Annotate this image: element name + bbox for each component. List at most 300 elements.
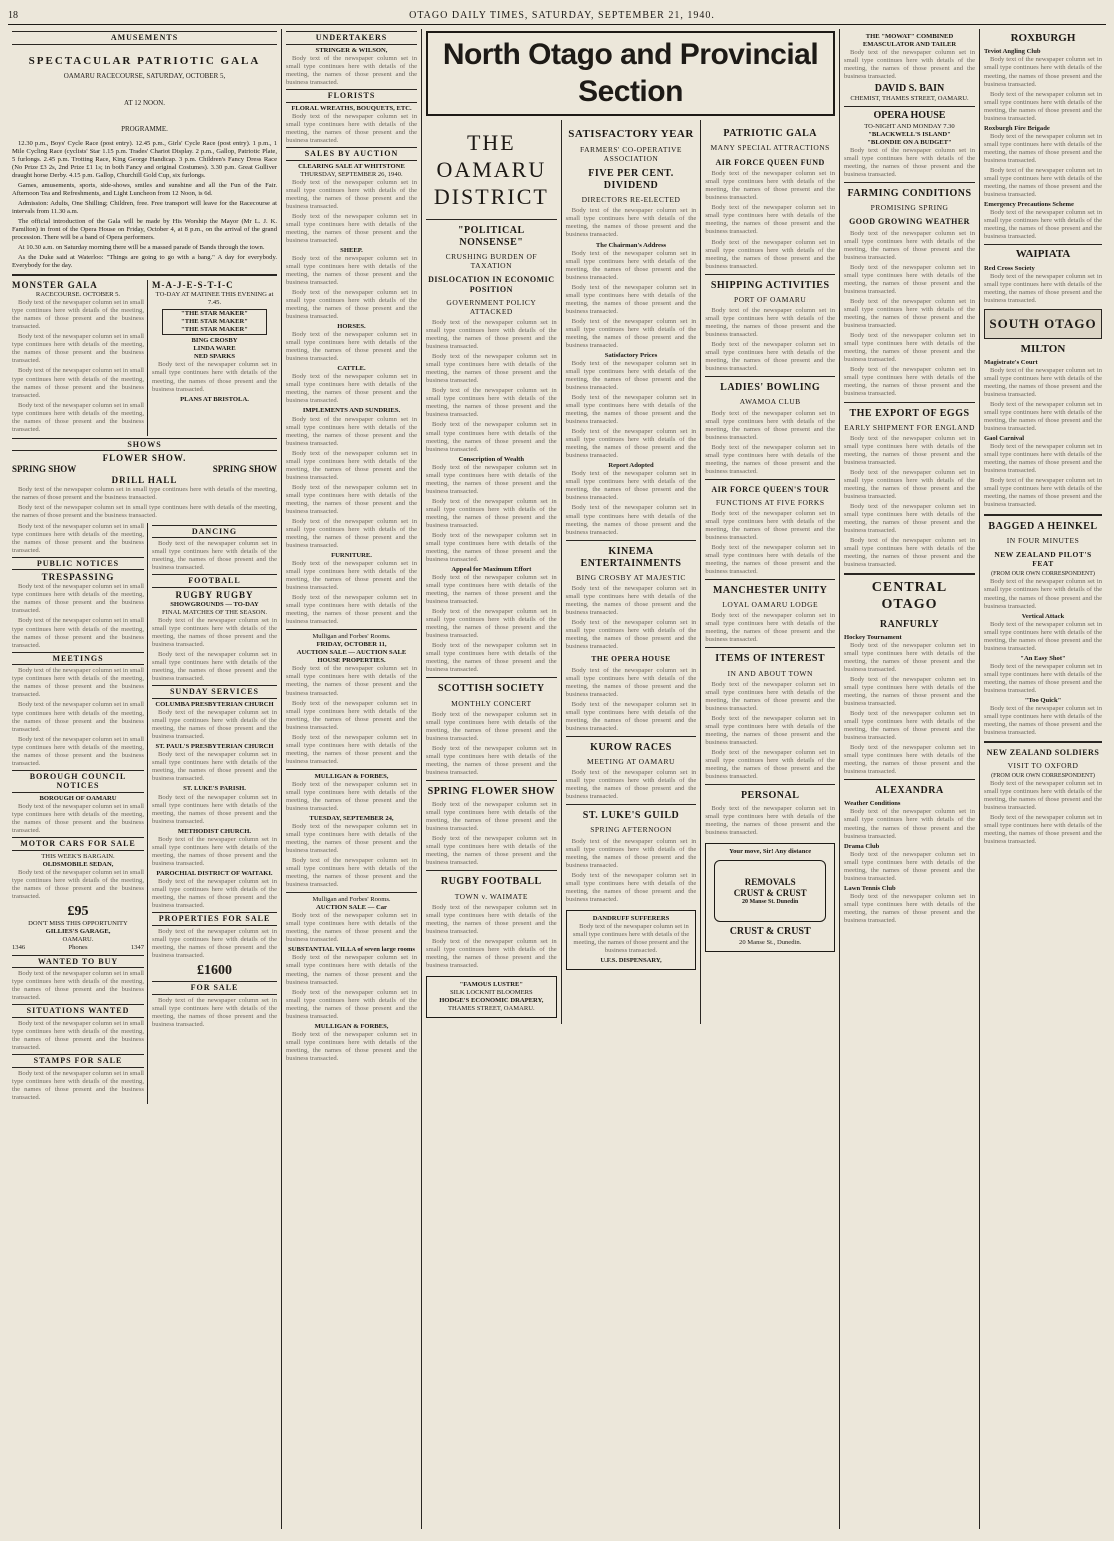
- auction-friday: FRIDAY, OCTOBER 11,: [316, 641, 387, 649]
- mulligan-forbes: MULLIGAN & FORBES,: [314, 772, 389, 780]
- farming-conditions: FARMING CONDITIONS: [847, 187, 972, 199]
- programme-text: Games, amusements, sports, side-shows, smiles and sunshine and all the Fun of the Fair. Afternoon Tea and Refreshments, and Light Luncheon from 12 Noon, is 6d.: [12, 181, 277, 197]
- st-lukes-guild: ST. LUKE'S GUILD: [582, 810, 680, 822]
- body-text: Body text of the newspaper column set in small type continues here with details of the meeting, the names of those present and the business transacted.: [286, 415, 417, 447]
- body-text: Body text of the newspaper column set in small type continues here with details of the meeting, the names of those present and the business transacted.: [984, 477, 1102, 509]
- body-text: Body text of the newspaper column set in small type continues here with details of the meeting, the names of those present and the business transacted.: [705, 612, 836, 644]
- body-text: Body text of the newspaper column set in small type continues here with details of the meeting, the names of those present and the business transacted.: [844, 49, 975, 81]
- david-bain: DAVID S. BAIN: [874, 83, 945, 95]
- opera-house: OPERA HOUSE: [873, 110, 946, 122]
- body-text: Body text of the newspaper column set in small type continues here with details of the meeting, the names of those present and the business transacted.: [705, 714, 836, 746]
- dandruff-ad: [566, 910, 697, 970]
- body-text: Body text of the newspaper column set in small type continues here with details of the meeting, the names of those present and the business transacted.: [152, 651, 277, 683]
- body-text: Body text of the newspaper column set in small type continues here with details of the meeting, the names of those present and the business transacted.: [844, 332, 975, 364]
- north-otago-section: [422, 29, 840, 1529]
- cast-linda: LINDA WARE: [193, 345, 236, 353]
- items-of-interest: ITEMS OF INTEREST: [715, 653, 826, 665]
- body-text: Body text of the newspaper column set in small type continues here with details of the meeting, the names of those present and the business transacted.: [152, 361, 277, 393]
- spring-flower-show: SPRING FLOWER SHOW: [427, 786, 556, 797]
- body-text: Body text of the newspaper column set in small type continues here with details of the meeting, the names of those present and the business transacted.: [12, 401, 144, 433]
- thames-street: THAMES STREET, OAMARU.: [447, 1005, 535, 1013]
- body-text: Body text of the newspaper column set in small type continues here with details of the meeting, the names of those present and the business transacted.: [286, 954, 417, 986]
- body-text: Body text of the newspaper column set in small type continues here with details of the meeting, the names of those present and the business transacted.: [984, 814, 1102, 846]
- body-text: Body text of the newspaper column set in small type continues here with details of the meeting, the names of those present and the business transacted.: [844, 850, 975, 882]
- body-text: Body text of the newspaper column set in small type continues here with details of the meeting, the names of those present and the business transacted.: [705, 170, 836, 202]
- opera-house-head: THE OPERA HOUSE: [591, 654, 671, 664]
- body-text: Body text of the newspaper column set in small type continues here with details of the meeting, the names of those present and the business transacted.: [12, 333, 144, 365]
- body-text: Body text of the newspaper column set in small type continues here with details of the meeting, the names of those present and the business transacted.: [844, 641, 975, 673]
- own-correspondent: (FROM OUR OWN CORRESPONDENT): [991, 571, 1095, 578]
- monster-gala: MONSTER GALA: [12, 280, 98, 291]
- stringer-wilson: STRINGER & WILSON,: [315, 46, 388, 54]
- auction-house: AUCTION SALE — AUCTION SALE HOUSE PROPERTIES.: [296, 649, 407, 665]
- body-text: Body text of the newspaper column set in small type continues here with details of the meeting, the names of those present and the business transacted.: [565, 249, 697, 281]
- subhead: Conscription of Wealth: [458, 455, 525, 463]
- body-text: Body text of the newspaper column set in small type continues here with details of the meeting, the names of those present and the business transacted.: [426, 744, 557, 776]
- page-number: 18: [8, 9, 18, 21]
- section-banner: North Otago and Provincial Section: [426, 31, 835, 116]
- auction-tuesday: TUESDAY, SEPTEMBER 24,: [309, 814, 394, 822]
- body-text: Body text of the newspaper column set in small type continues here with details of the meeting, the names of those present and the business transacted.: [12, 504, 277, 520]
- body-text: Body text of the newspaper column set in small type continues here with details of the meeting, the names of those present and the business transacted.: [426, 801, 557, 833]
- five-per-cent: FIVE PER CENT. DIVIDEND: [588, 167, 674, 192]
- body-text: Body text of the newspaper column set in small type continues here with details of the meeting, the names of those present and the business transacted.: [565, 666, 697, 698]
- trespassing: TRESPASSING: [41, 572, 115, 583]
- gala-subtitle: OAMARU RACECOURSE, SATURDAY, OCTOBER 5,: [63, 72, 226, 81]
- body-text: Body text of the newspaper column set in small type continues here with details of the meeting, the names of those present and the business transacted.: [12, 583, 144, 615]
- dandruff: DANDRUFF SUFFERERS: [592, 914, 670, 922]
- body-text: Body text of the newspaper column set in small type continues here with details of the meeting, the names of those present and the business transacted.: [705, 306, 836, 339]
- phones-label: Phones: [68, 944, 88, 952]
- body-text: Body text of the newspaper column set in small type continues here with details of the meeting, the names of those present and the business transacted.: [152, 877, 277, 909]
- body-text: Body text of the newspaper column set in small type continues here with details of the meeting, the names of those present and the business transacted.: [844, 709, 975, 742]
- subhead: Lawn Tennis Club: [844, 884, 896, 892]
- body-text: Body text of the newspaper column set in small type continues here with details of the meeting, the names of those present and the business transacted.: [12, 667, 144, 699]
- headline: CRUSHING BURDEN OF TAXATION: [445, 252, 538, 271]
- in-and-about: IN AND ABOUT TOWN: [727, 668, 813, 678]
- tonight: TO-NIGHT AND MONDAY 7.30: [864, 122, 955, 130]
- body-text: Body text of the newspaper column set in small type continues here with details of the meeting, the names of those present and the business transacted.: [426, 835, 557, 867]
- body-text: Body text of the newspaper column set in small type continues here with details of the meeting, the names of those present and the business transacted.: [426, 642, 557, 674]
- body-text: Body text of the newspaper column set in small type continues here with details of the meeting, the names of those present and the business transacted.: [844, 298, 975, 330]
- body-text: Body text of the newspaper column set in small type continues here with details of the meeting, the names of those present and the business transacted.: [565, 428, 697, 460]
- star-maker: "THE STAR MAKER": [181, 326, 248, 334]
- subhead: Gaol Carnival: [984, 435, 1025, 443]
- spring-show: SPRING SHOW: [212, 464, 277, 475]
- subhead: Appeal for Maximum Effort: [451, 566, 532, 574]
- body-text: Body text of the newspaper column set in small type continues here with details of the meeting, the names of those present and the business transacted.: [705, 680, 836, 712]
- meetings-heading: MEETINGS: [12, 652, 144, 666]
- functions-five-forks: FUNCTIONS AT FIVE FORKS: [715, 497, 825, 507]
- body-text: Body text of the newspaper column set in small type continues here with details of the meeting, the names of those present and the business transacted.: [12, 486, 277, 502]
- body-text: Body text of the newspaper column set in small type continues here with details of the meeting, the names of those present and the business transacted.: [12, 869, 144, 901]
- subhead: "Too Quick": [1024, 696, 1062, 704]
- body-text: Body text of the newspaper column set in small type continues here with details of the meeting, the names of those present and the business transacted.: [705, 509, 836, 541]
- monthly-concert: MONTHLY CONCERT: [451, 698, 532, 708]
- nz-pilot: NEW ZEALAND PILOT'S FEAT: [994, 549, 1092, 568]
- folio: [8, 6, 1106, 25]
- cast-bing: BING CROSBY: [191, 337, 238, 345]
- body-text: Body text of the newspaper column set in small type continues here with details of the meeting, the names of those present and the business transacted.: [286, 517, 417, 549]
- star-maker: "THE STAR MAKER": [181, 310, 248, 318]
- gala-time: AT 12 NOON.: [124, 98, 165, 107]
- satisfactory-year: SATISFACTORY YEAR: [568, 128, 694, 141]
- personal: PERSONAL: [740, 790, 800, 802]
- body-text: Body text of the newspaper column set in small type continues here with details of the meeting, the names of those present and the business transacted.: [286, 594, 417, 626]
- body-text: Body text of the newspaper column set in small type continues here with details of the meeting, the names of those present and the business transacted.: [565, 837, 697, 869]
- crust-address: 20 Manse St., Dunedin.: [739, 938, 802, 946]
- subhead: Drama Club: [844, 842, 880, 850]
- body-text: Body text of the newspaper column set in small type continues here with details of the meeting, the names of those present and the business transacted.: [705, 543, 836, 575]
- body-text: Body text of the newspaper column set in small type continues here with details of the meeting, the names of those present and the business transacted.: [12, 522, 144, 554]
- showgrounds: SHOWGROUNDS — TO-DAY: [170, 601, 259, 609]
- properties-heading: PROPERTIES FOR SALE: [152, 912, 277, 926]
- phone: 1347: [130, 944, 144, 952]
- body-text: Body text of the newspaper column set in small type continues here with details of the meeting, the names of those present and the business transacted.: [844, 675, 975, 707]
- milton: MILTON: [1020, 342, 1066, 355]
- mulligan-rooms: Mulligan and Forbes' Rooms.: [312, 896, 391, 904]
- programme-text: As the Duke said at Waterloo: "Things are going to go with a bang." A day for everybody. Everybody for the day.: [12, 254, 277, 270]
- blackwell: "BLACKWELL'S ISLAND": [868, 130, 951, 138]
- body-text: Body text of the newspaper column set in small type continues here with details of the meeting, the names of those present and the business transacted.: [286, 857, 417, 889]
- programme-text: At 10.30 a.m. on Saturday morning there will be a massed parade of Bands through the town.: [18, 244, 265, 252]
- body-text: Body text of the newspaper column set in small type continues here with details of the meeting, the names of those present and the business transacted.: [426, 574, 557, 606]
- subhead: Emergency Precautions Scheme: [984, 200, 1074, 208]
- own-correspondent: (FROM OUR OWN CORRESPONDENT): [991, 772, 1095, 779]
- body-text: Body text of the newspaper column set in small type continues here with details of the meeting, the names of those present and the business transacted.: [286, 449, 417, 481]
- body-text: Body text of the newspaper column set in small type continues here with details of the meeting, the names of those present and the business transacted.: [984, 56, 1102, 88]
- alexandra: ALEXANDRA: [875, 785, 944, 797]
- programme-heading: PROGRAMME.: [121, 125, 168, 134]
- body-text: Body text of the newspaper column set in small type continues here with details of the meeting, the names of those present and the business transacted.: [286, 373, 417, 405]
- central-otago: CENTRAL OTAGO: [871, 580, 948, 613]
- body-text: Body text of the newspaper column set in small type continues here with details of the meeting, the names of those present and the business transacted.: [984, 166, 1102, 198]
- awamoa-club: AWAMOA CLUB: [739, 397, 801, 407]
- dont-miss: DON'T MISS THIS OPPORTUNITY: [28, 920, 128, 928]
- political-nonsense: "POLITICAL NONSENSE": [457, 224, 525, 248]
- subhead: Magistrate's Court: [984, 358, 1038, 366]
- auction-date: THURSDAY, SEPTEMBER 26, 1940.: [300, 170, 403, 178]
- masthead: OTAGO DAILY TIMES, SATURDAY, SEPTEMBER 21, 1940.: [409, 9, 715, 21]
- body-text: Body text of the newspaper column set in small type continues here with details of the meeting, the names of those present and the business transacted.: [984, 90, 1102, 122]
- sunday-services-heading: SUNDAY SERVICES: [152, 685, 277, 699]
- body-text: Body text of the newspaper column set in small type continues here with details of the meeting, the names of those present and the business transacted.: [286, 780, 417, 812]
- stamps-heading: STAMPS FOR SALE: [12, 1054, 144, 1068]
- subhead: Red Cross Society: [984, 264, 1035, 272]
- clearing-sale: CLEARING SALE AT WHITSTONE: [298, 162, 405, 170]
- body-text: Body text of the newspaper column set in small type continues here with details of the meeting, the names of those present and the business transacted.: [286, 254, 417, 286]
- body-text: Body text of the newspaper column set in small type continues here with details of the meeting, the names of those present and the business transacted.: [705, 443, 836, 475]
- body-text: Body text of the newspaper column set in small type continues here with details of the meeting, the names of those present and the business transacted.: [12, 803, 144, 835]
- body-text: Body text of the newspaper column set in small type continues here with details of the meeting, the names of those present and the business transacted.: [152, 996, 277, 1028]
- plans: PLANS AT BRISTOLA.: [180, 395, 249, 403]
- rugby: RUGBY RUGBY: [175, 590, 254, 601]
- st-pauls-church: ST. PAUL'S PRESBYTERIAN CHURCH: [155, 743, 274, 751]
- subhead: Vertical Attack: [1021, 612, 1065, 620]
- subhead: Weather Conditions: [844, 800, 901, 808]
- body-text: Body text of the newspaper column set in small type continues here with details of the meeting, the names of those present and the business transacted.: [426, 497, 557, 529]
- borough-heading: BOROUGH COUNCIL NOTICES: [12, 770, 144, 794]
- subhead: Satisfactory Prices: [604, 351, 658, 359]
- body-text: Body text of the newspaper column set in small type continues here with details of the meeting, the names of those present and the business transacted.: [426, 421, 557, 453]
- body-text: Body text of the newspaper column set in small type continues here with details of the meeting, the names of those present and the business transacted.: [565, 470, 697, 502]
- spring-afternoon: SPRING AFTERNOON: [590, 825, 672, 835]
- body-text: Body text of the newspaper column set in small type continues here with details of the meeting, the names of those present and the business transacted.: [286, 988, 417, 1020]
- for-sale-heading: FOR SALE: [152, 981, 277, 995]
- manchester-unity: MANCHESTER UNITY: [712, 584, 828, 596]
- body-text: Body text of the newspaper column set in small type continues here with details of the meeting, the names of those present and the business transacted.: [572, 922, 690, 954]
- body-text: Body text of the newspaper column set in small type continues here with details of the meeting, the names of those present and the business transacted.: [286, 331, 417, 363]
- wanted-to-buy-heading: WANTED TO BUY: [12, 955, 144, 969]
- florists-heading: FLORISTS: [286, 89, 417, 103]
- bargain: THIS WEEK'S BARGAIN.: [41, 853, 115, 861]
- amusements-heading: AMUSEMENTS: [12, 31, 277, 45]
- ufs-dispensary: U.F.S. DISPENSARY,: [600, 956, 662, 964]
- property-price: £1600: [197, 962, 232, 978]
- directors-reelected: DIRECTORS RE-ELECTED: [581, 195, 681, 205]
- body-text: Body text of the newspaper column set in small type continues here with details of the meeting, the names of those present and the business transacted.: [705, 748, 836, 781]
- oldsmobile: OLDSMOBILE SEDAN,: [42, 861, 114, 869]
- oamaru: OAMARU.: [62, 936, 94, 944]
- rugby-football: RUGBY FOOTBALL: [440, 876, 542, 888]
- oamaru-district: THE OAMARU DISTRICT: [426, 120, 557, 219]
- body-text: Body text of the newspaper column set in small type continues here with details of the meeting, the names of those present and the business transacted.: [844, 808, 975, 840]
- farmers-cooperative: FARMERS' CO-OPERATIVE ASSOCIATION: [580, 144, 682, 163]
- undertakers-heading: UNDERTAKERS: [286, 31, 417, 45]
- borough-oamaru: BOROUGH OF OAMARU: [39, 795, 117, 803]
- crust-removals-ad: [705, 843, 835, 951]
- column-classifieds: [8, 29, 282, 1529]
- bagged-heinkel: BAGGED A HEINKEL: [988, 520, 1098, 532]
- body-text: Body text of the newspaper column set in small type continues here with details of the meeting, the names of those present and the business transacted.: [565, 283, 697, 315]
- ranfurly: RANFURLY: [879, 618, 940, 630]
- substantial-villa: SUBSTANTIAL VILLA of seven large rooms: [288, 946, 415, 954]
- waitaki-district: PAROCHIAL DISTRICT OF WAITAKI.: [156, 869, 273, 877]
- body-text: Body text of the newspaper column set in small type continues here with details of the meeting, the names of those present and the business transacted.: [152, 927, 277, 959]
- gillies-garage: GILLIES'S GARAGE,: [45, 928, 111, 936]
- subhead: "An Easy Shot": [1020, 654, 1066, 662]
- body-text: Body text of the newspaper column set in small type continues here with details of the meeting, the names of those present and the business transacted.: [984, 366, 1102, 399]
- gala-title: SPECTACULAR PATRIOTIC GALA: [28, 54, 261, 67]
- body-text: Body text of the newspaper column set in small type continues here with details of the meeting, the names of those present and the business transacted.: [565, 359, 697, 392]
- body-text: Body text of the newspaper column set in small type continues here with details of the meeting, the names of those present and the business transacted.: [984, 662, 1102, 694]
- situations-heading: SITUATIONS WANTED: [12, 1004, 144, 1018]
- body-text: Body text of the newspaper column set in small type continues here with details of the meeting, the names of those present and the business transacted.: [705, 409, 836, 441]
- removal-van-icon: [714, 860, 826, 922]
- body-text: Body text of the newspaper column set in small type continues here with details of the meeting, the names of those present and the business transacted.: [12, 970, 144, 1002]
- air-force-fund: AIR FORCE QUEEN FUND: [715, 157, 825, 167]
- sheep-heading: SHEEP.: [340, 246, 363, 254]
- body-text: Body text of the newspaper column set in small type continues here with details of the meeting, the names of those present and the business transacted.: [426, 319, 557, 351]
- removals-text: REMOVALS: [744, 876, 796, 887]
- star-maker: "THE STAR MAKER": [181, 318, 248, 326]
- football-heading: FOOTBALL: [152, 574, 277, 588]
- body-text: Body text of the newspaper column set in small type continues here with details of the meeting, the names of those present and the business transacted.: [426, 608, 557, 640]
- body-text: Body text of the newspaper column set in small type continues here with details of the meeting, the names of those present and the business transacted.: [844, 366, 975, 398]
- body-text: Body text of the newspaper column set in small type continues here with details of the meeting, the names of those present and the business transacted.: [844, 537, 975, 569]
- body-text: Body text of the newspaper column set in small type continues here with details of the meeting, the names of those present and the business transacted.: [984, 704, 1102, 736]
- body-text: Body text of the newspaper column set in small type continues here with details of the meeting, the names of those present and the business transacted.: [152, 835, 277, 867]
- body-text: Body text of the newspaper column set in small type continues here with details of the meeting, the names of those present and the business transacted.: [286, 560, 417, 592]
- body-text: Body text of the newspaper column set in small type continues here with details of the meeting, the names of those present and the business transacted.: [426, 710, 557, 742]
- meeting-oamaru: MEETING AT OAMARU: [587, 756, 675, 766]
- headline: DISLOCATION IN ECONOMIC POSITION: [428, 275, 555, 295]
- body-text: Body text of the newspaper column set in small type continues here with details of the meeting, the names of those present and the business transacted.: [12, 367, 144, 399]
- shipping-activities: SHIPPING ACTIVITIES: [710, 279, 830, 291]
- many-special: MANY SPECIAL ATTRACTIONS: [710, 143, 830, 153]
- column-districts: [980, 29, 1106, 1529]
- body-text: Body text of the newspaper column set in small type continues here with details of the meeting, the names of those present and the business transacted.: [152, 793, 277, 825]
- body-text: Body text of the newspaper column set in small type continues here with details of the meeting, the names of those present and the business transacted.: [984, 132, 1102, 164]
- body-text: Body text of the newspaper column set in small type continues here with details of the meeting, the names of those present and the business transacted.: [984, 401, 1102, 433]
- monster-sub: RACECOURSE. OCTOBER 5.: [35, 291, 121, 299]
- town-waimate: TOWN v. WAIMATE: [454, 891, 528, 901]
- auction-car: AUCTION SALE — Car: [316, 904, 387, 912]
- visit-oxford: VISIT TO OXFORD: [1007, 760, 1079, 770]
- programme-text: 12.30 p.m., Boys' Cycle Race (post entry). 12.45 p.m., Girls' Cycle Race (post entry). 1 p.m., 1 Mile Cycling Race (cyclists' Star 1.15 p.m. Trades' Chariot Display. 2 p.m., Gallop, Patriotic Plate, 5 furlongs. 2.45 p.m. Trotting Race, King George Handicap. 3 p.m. Children's Fancy Dress Race (No Prize £3 2s, 2nd Prize £1 1s; in both Fancy and original Costumes). 3.30 p.m. Great Gulliver draught horse Derby. 4.15 p.m. Gallop, Churchill Gold Cup, six furlongs.: [12, 139, 277, 179]
- south-otago: SOUTH OTAGO: [984, 309, 1102, 339]
- body-text: Body text of the newspaper column set in small type continues here with details of the meeting, the names of those present and the business transacted.: [286, 733, 417, 765]
- column-provincial: [840, 29, 980, 1529]
- column-auctions: [282, 29, 422, 1529]
- hodge-drapery-ad: [426, 976, 557, 1018]
- port-oamaru: PORT OF OAMARU: [734, 294, 807, 304]
- body-text: Body text of the newspaper column set in small type continues here with details of the meeting, the names of those present and the business transacted.: [426, 903, 557, 935]
- body-text: Body text of the newspaper column set in small type continues here with details of the meeting, the names of those present and the business transacted.: [12, 701, 144, 733]
- motor-cars-heading: MOTOR CARS FOR SALE: [12, 837, 144, 851]
- body-text: Body text of the newspaper column set in small type continues here with details of the meeting, the names of those present and the business transacted.: [705, 805, 836, 837]
- body-text: Body text of the newspaper column set in small type continues here with details of the meeting, the names of those present and the business transacted.: [705, 204, 836, 236]
- body-text: Body text of the newspaper column set in small type continues here with details of the meeting, the names of those present and the business transacted.: [426, 531, 557, 563]
- public-notices-heading: PUBLIC NOTICES: [12, 557, 144, 571]
- kinema: KINEMA ENTERTAINMENTS: [580, 545, 682, 569]
- body-text: Body text of the newspaper column set in small type continues here with details of the meeting, the names of those present and the business transacted.: [984, 780, 1102, 812]
- silk-bloomers: SILK LOCKNIT BLOOMERS: [450, 989, 533, 997]
- body-text: Body text of the newspaper column set in small type continues here with details of the meeting, the names of those present and the business transacted.: [12, 617, 144, 649]
- dancing-heading: DANCING: [152, 525, 277, 539]
- implements-heading: IMPLEMENTS AND SUNDRIES.: [302, 407, 401, 415]
- body-text: Body text of the newspaper column set in small type continues here with details of the meeting, the names of those present and the business transacted.: [705, 238, 836, 270]
- body-text: Body text of the newspaper column set in small type continues here with details of the meeting, the names of those present and the business transacted.: [286, 54, 417, 86]
- body-text: Body text of the newspaper column set in small type continues here with details of the meeting, the names of those present and the business transacted.: [152, 617, 277, 649]
- blondie: "BLONDIE ON A BUDGET": [867, 138, 952, 146]
- body-text: Body text of the newspaper column set in small type continues here with details of the meeting, the names of those present and the business transacted.: [984, 620, 1102, 652]
- loyal-lodge: LOYAL OAMARU LODGE: [722, 600, 819, 610]
- phone: 1346: [12, 944, 26, 952]
- body-text: Body text of the newspaper column set in small type continues here with details of the meeting, the names of those present and the business transacted.: [705, 341, 836, 373]
- cast-ned: NED SPARKS: [193, 353, 236, 361]
- body-text: Body text of the newspaper column set in small type continues here with details of the meeting, the names of those present and the business transacted.: [844, 264, 975, 296]
- body-text: Body text of the newspaper column set in small type continues here with details of the meeting, the names of those present and the business transacted.: [565, 619, 697, 651]
- body-text: Body text of the newspaper column set in small type continues here with details of the meeting, the names of those present and the business transacted.: [844, 744, 975, 776]
- body-text: Body text of the newspaper column set in small type continues here with details of the meeting, the names of those present and the business transacted.: [426, 937, 557, 969]
- body-text: Body text of the newspaper column set in small type continues here with details of the meeting, the names of those present and the business transacted.: [565, 700, 697, 732]
- body-text: Body text of the newspaper column set in small type continues here with details of the meeting, the names of those present and the business transacted.: [426, 463, 557, 495]
- subhead: The Chairman's Address: [595, 241, 667, 249]
- columba-church: COLUMBA PRESBYTERIAN CHURCH: [155, 701, 274, 709]
- famous-lustre: "FAMOUS LUSTRE": [459, 981, 524, 989]
- mowat-ad: THE "MOWAT" COMBINED EMASCULATOR AND TAILER: [862, 33, 957, 49]
- kurow-races: KUROW RACES: [590, 741, 672, 753]
- body-text: Body text of the newspaper column set in small type continues here with details of the meeting, the names of those present and the business transacted.: [12, 299, 144, 331]
- body-text: Body text of the newspaper column set in small type continues here with details of the meeting, the names of those present and the business transacted.: [844, 468, 975, 501]
- shows-heading: SHOWS: [12, 438, 277, 452]
- body-text: Body text of the newspaper column set in small type continues here with details of the meeting, the names of those present and the business transacted.: [152, 709, 277, 741]
- final-matches: FINAL MATCHES OF THE SEASON.: [162, 609, 267, 617]
- body-text: Body text of the newspaper column set in small type continues here with details of the meeting, the names of those present and the business transacted.: [565, 871, 697, 903]
- body-text: Body text of the newspaper column set in small type continues here with details of the meeting, the names of those present and the business transacted.: [12, 1070, 144, 1102]
- methodist-church: METHODIST CHURCH.: [177, 827, 252, 835]
- body-text: Body text of the newspaper column set in small type continues here with details of the meeting, the names of those present and the business transacted.: [984, 578, 1102, 610]
- body-text: Body text of the newspaper column set in small type continues here with details of the meeting, the names of those present and the business transacted.: [565, 769, 697, 801]
- body-text: Body text of the newspaper column set in small type continues here with details of the meeting, the names of those present and the business transacted.: [844, 503, 975, 535]
- scottish-society: SCOTTISH SOCIETY: [438, 683, 545, 695]
- body-text: Body text of the newspaper column set in small type continues here with details of the meeting, the names of those present and the business transacted.: [984, 272, 1102, 304]
- body-text: Body text of the newspaper column set in small type continues here with details of the meeting, the names of those present and the business transacted.: [12, 735, 144, 767]
- programme-text: The official introduction of the Gala will be made by His Worship the Mayor (Mr L. J. K. Familton) in front of the Opera House on Friday, October 4, at 8 p.m., on the arrival of the grand procession. There will be a band of Opera performers.: [12, 218, 277, 242]
- body-text: Body text of the newspaper column set in small type continues here with details of the meeting, the names of those present and the business transacted.: [286, 1030, 417, 1062]
- body-text: Body text of the newspaper column set in small type continues here with details of the meeting, the names of those present and the business transacted.: [286, 112, 417, 144]
- body-text: Body text of the newspaper column set in small type continues here with details of the meeting, the names of those present and the business transacted.: [565, 317, 697, 349]
- air-queens-tour: AIR FORCE QUEEN'S TOUR: [711, 484, 829, 494]
- four-minutes: IN FOUR MINUTES: [1006, 535, 1080, 545]
- hodge-drapery: HODGE'S ECONOMIC DRAPERY,: [439, 997, 544, 1005]
- horses-heading: HORSES.: [337, 323, 366, 331]
- subhead: Report Adopted: [608, 462, 654, 470]
- body-text: Body text of the newspaper column set in small type continues here with details of the meeting, the names of those present and the business transacted.: [844, 892, 975, 924]
- bing-majestic: BING CROSBY AT MAJESTIC: [576, 572, 686, 582]
- ladies-bowling: LADIES' BOWLING: [720, 382, 821, 394]
- st-lukes-parish: ST. LUKE'S PARISH.: [183, 785, 246, 793]
- body-text: Body text of the newspaper column set in small type continues here with details of the meeting, the names of those present and the business transacted.: [12, 1020, 144, 1052]
- body-text: Body text of the newspaper column set in small type continues here with details of the meeting, the names of those present and the business transacted.: [565, 504, 697, 536]
- body-text: Body text of the newspaper column set in small type continues here with details of the meeting, the names of those present and the business transacted.: [286, 483, 417, 515]
- majestic-sub: TO-DAY AT MATINEE THIS EVENING at 7.45.: [155, 291, 274, 307]
- subhead: Hockey Tournament: [844, 633, 902, 641]
- nz-soldiers: NEW ZEALAND SOLDIERS: [986, 748, 1100, 758]
- majestic-ad: M-A-J-E-S-T-I-C: [152, 280, 234, 291]
- crust-crust: CRUST & CRUST: [729, 926, 811, 938]
- body-text: Body text of the newspaper column set in small type continues here with details of the meeting, the names of those present and the business transacted.: [844, 434, 975, 466]
- body-text: Body text of the newspaper column set in small type continues here with details of the meeting, the names of those present and the business transacted.: [426, 387, 557, 419]
- body-text: Body text of the newspaper column set in small type continues here with details of the meeting, the names of those present and the business transacted.: [565, 394, 697, 426]
- body-text: Body text of the newspaper column set in small type continues here with details of the meeting, the names of those present and the business transacted.: [565, 585, 697, 617]
- body-text: Body text of the newspaper column set in small type continues here with details of the meeting, the names of those present and the business transacted.: [844, 229, 975, 261]
- roxburgh: ROXBURGH: [1010, 32, 1076, 44]
- body-text: Body text of the newspaper column set in small type continues here with details of the meeting, the names of those present and the business transacted.: [984, 209, 1102, 241]
- body-text: Body text of the newspaper column set in small type continues here with details of the meeting, the names of those present and the business transacted.: [286, 699, 417, 731]
- mulligan-forbes: MULLIGAN & FORBES,: [314, 1022, 389, 1030]
- furniture-heading: FURNITURE.: [331, 552, 372, 559]
- van-manse: 20 Manse St. Dunedin: [742, 898, 799, 905]
- cattle-heading: CATTLE.: [337, 365, 366, 373]
- mulligan-rooms: Mulligan and Forbes' Rooms.: [312, 633, 391, 641]
- body-text: Body text of the newspaper column set in small type continues here with details of the meeting, the names of those present and the business transacted.: [286, 822, 417, 855]
- good-growing: GOOD GROWING WEATHER: [849, 217, 970, 227]
- floral-wreaths: FLORAL WREATHS, BOUQUETS, ETC.: [291, 104, 412, 112]
- subhead: Roxburgh Fire Brigade: [984, 124, 1050, 132]
- body-text: Body text of the newspaper column set in small type continues here with details of the meeting, the names of those present and the business transacted.: [286, 178, 417, 210]
- headline: GOVERNMENT POLICY ATTACKED: [446, 297, 537, 316]
- subhead: Teviot Angling Club: [984, 48, 1041, 56]
- body-text: Body text of the newspaper column set in small type continues here with details of the meeting, the names of those present and the business transacted.: [844, 146, 975, 178]
- waipiata: WAIPIATA: [1015, 248, 1071, 261]
- body-text: Body text of the newspaper column set in small type continues here with details of the meeting, the names of those present and the business transacted.: [565, 207, 697, 239]
- drill-hall: DRILL HALL: [111, 475, 178, 486]
- promising-spring: PROMISING SPRING: [870, 203, 949, 212]
- export-eggs: THE EXPORT OF EGGS: [849, 407, 970, 419]
- van-crust: CRUST & CRUST: [733, 887, 807, 898]
